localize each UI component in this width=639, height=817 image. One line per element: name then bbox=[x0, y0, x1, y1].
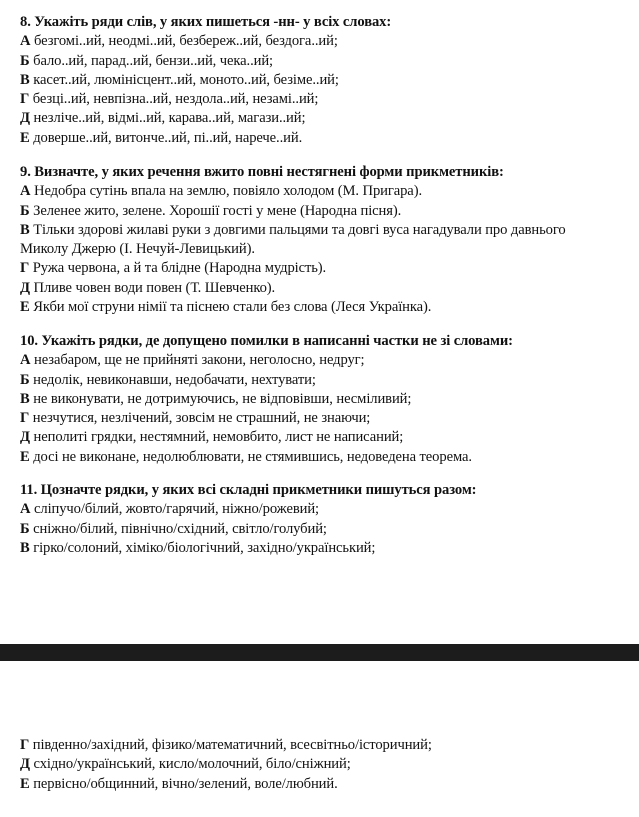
option-text: південно/західний, фізико/математичний, всесвітньо/історичний; bbox=[32, 737, 432, 753]
option-11-d bbox=[20, 736, 635, 755]
option-10-d bbox=[20, 409, 635, 428]
option-letter: А bbox=[20, 501, 31, 518]
option-text: Зеленее жито, зелене. Хорошії гості у мене (Народна пісня). bbox=[33, 202, 402, 219]
option-9-c-continuation: Миколу Джерю (І. Нечуй-Левицький). bbox=[20, 241, 255, 258]
option-text: досі не виконане, недолюблювати, не стямившись, недоведена теорема. bbox=[33, 448, 472, 465]
option-text: Пливе човен води повен (Т. Шевченко). bbox=[33, 279, 276, 296]
option-text: гірко/солоний, хіміко/біологічний, західно/український; bbox=[33, 539, 376, 556]
question-11-title: 11. Цозначте рядки, у яких всі складні прикметники пишуться разом: bbox=[20, 482, 477, 498]
option-letter: Д bbox=[20, 756, 30, 773]
option-9-a bbox=[20, 182, 635, 201]
option-letter: Е bbox=[20, 299, 30, 316]
option-10-f bbox=[20, 448, 635, 467]
question-10 bbox=[20, 332, 635, 467]
option-text: незабаром, ще не прийняті закони, неголосно, недруг; bbox=[34, 352, 365, 369]
option-10-b bbox=[20, 371, 635, 390]
option-11-a bbox=[20, 500, 635, 519]
option-8-a bbox=[20, 32, 635, 51]
option-9-b bbox=[20, 202, 635, 221]
option-letter: Г bbox=[20, 260, 30, 277]
option-text: сніжно/білий, північно/східний, світло/голубий; bbox=[33, 520, 327, 537]
option-8-e bbox=[20, 109, 635, 128]
option-letter: Г bbox=[20, 737, 30, 753]
option-letter: Д bbox=[20, 429, 30, 446]
question-11 bbox=[20, 481, 635, 558]
option-8-c bbox=[20, 71, 635, 90]
option-11-c bbox=[20, 539, 635, 558]
option-letter: А bbox=[20, 183, 31, 200]
option-10-e bbox=[20, 428, 635, 447]
option-text: безгомі..ий, неодмі..ий, безбереж..ий, бездога..ий; bbox=[34, 33, 338, 50]
option-letter: А bbox=[20, 352, 31, 369]
question-8-title: 8. Укажіть ряди слів, у яких пишеться -нн- у всіх словах: bbox=[20, 14, 392, 30]
option-8-d bbox=[20, 90, 635, 109]
option-text: східно/український, кисло/молочний, біло/сніжний; bbox=[33, 756, 351, 773]
option-8-b bbox=[20, 52, 635, 71]
option-11-b bbox=[20, 520, 635, 539]
option-11-e bbox=[20, 755, 635, 774]
option-text: Тільки здорові жилаві руки з довгими пальцями та довгі вуса нагадували про давнього bbox=[33, 221, 566, 238]
question-9 bbox=[20, 163, 635, 317]
option-letter: В bbox=[20, 390, 30, 407]
option-letter: Г bbox=[20, 91, 30, 108]
option-9-d bbox=[20, 259, 635, 278]
option-letter: Е bbox=[20, 129, 30, 146]
option-10-c bbox=[20, 390, 635, 409]
option-text: незчутися, незлічений, зовсім не страшний, не знаючи; bbox=[32, 410, 371, 427]
option-text: неполиті грядки, нестямний, немовбито, лист не написаний; bbox=[33, 429, 404, 446]
option-letter: Б bbox=[20, 520, 30, 537]
option-letter: Г bbox=[20, 410, 30, 427]
option-11-f bbox=[20, 775, 635, 794]
option-text: Недобра сутінь впала на землю, повіяло холодом (М. Пригара). bbox=[34, 183, 422, 200]
option-text: Ружа червона, а й та блідне (Народна мудрість). bbox=[32, 260, 327, 277]
option-text: сліпучо/білий, жовто/гарячий, ніжно/рожевий; bbox=[34, 501, 319, 518]
question-9-title: 9. Визначте, у яких речення вжито повні нестягнені форми прикметників: bbox=[20, 164, 504, 180]
option-9-c bbox=[20, 221, 635, 240]
option-text: доверше..ий, витонче..ий, пі..ий, нарече..ий. bbox=[33, 129, 303, 146]
option-letter: В bbox=[20, 539, 30, 556]
option-letter: Е bbox=[20, 448, 30, 465]
option-letter: Д bbox=[20, 279, 30, 296]
option-letter: Е bbox=[20, 775, 30, 792]
option-text: безці..ий, невпізна..ий, нездола..ий, незамі..ий; bbox=[32, 91, 319, 108]
option-letter: Д bbox=[20, 110, 30, 127]
question-8 bbox=[20, 13, 635, 148]
option-text: бало..ий, парад..ий, бензи..ий, чека..ий; bbox=[33, 52, 273, 69]
option-10-a bbox=[20, 351, 635, 370]
question-11-continued bbox=[20, 736, 635, 794]
option-text: касет..ий, люмінісцент..ий, моното..ий, безіме..ий; bbox=[33, 71, 339, 88]
option-letter: В bbox=[20, 221, 30, 238]
question-10-title: 10. Укажіть рядки, де допущено помилки в написанні частки не зі словами: bbox=[20, 333, 513, 349]
option-text: Якби мої струни німії та піснею стали без слова (Леся Українка). bbox=[33, 299, 432, 316]
option-text: недолік, невиконавши, недобачати, нехтувати; bbox=[33, 371, 316, 388]
option-letter: В bbox=[20, 71, 30, 88]
option-text: первісно/общинний, вічно/зелений, воле/любний. bbox=[33, 775, 338, 792]
option-letter: А bbox=[20, 33, 31, 50]
page-separator-bar bbox=[0, 644, 639, 661]
option-letter: Б bbox=[20, 371, 30, 388]
option-9-f bbox=[20, 298, 635, 317]
option-text: не виконувати, не дотримуючись, не відповівши, несміливий; bbox=[33, 390, 412, 407]
option-letter: Б bbox=[20, 52, 30, 69]
option-8-f bbox=[20, 129, 635, 148]
option-9-e bbox=[20, 279, 635, 298]
option-letter: Б bbox=[20, 202, 30, 219]
option-text: незліче..ий, відмі..ий, карава..ий, магази..ий; bbox=[33, 110, 306, 127]
